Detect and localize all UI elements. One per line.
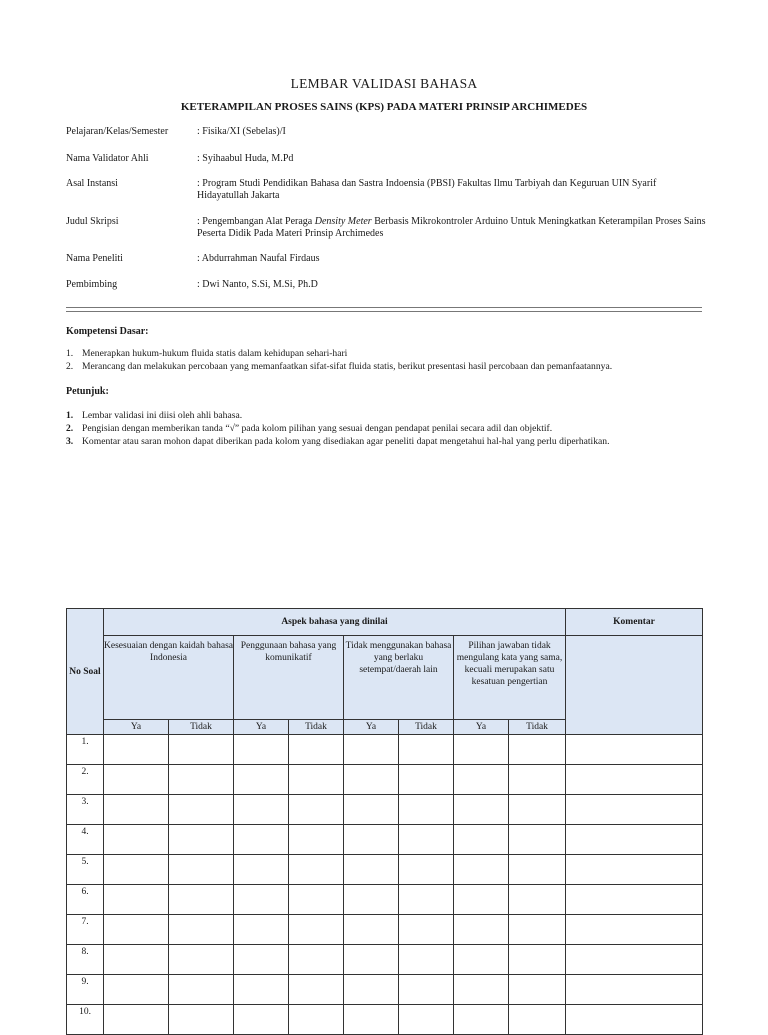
check-cell[interactable] <box>344 945 399 975</box>
row-number: 3. <box>67 795 104 825</box>
ya-header: Ya <box>454 720 509 735</box>
check-cell[interactable] <box>104 915 169 945</box>
komentar-cell[interactable] <box>566 945 703 975</box>
check-cell[interactable] <box>289 1005 344 1035</box>
table-row <box>67 945 703 975</box>
check-cell[interactable] <box>169 825 234 855</box>
table-row <box>67 825 703 855</box>
validation-table <box>66 608 703 1035</box>
check-cell[interactable] <box>399 825 454 855</box>
check-cell[interactable] <box>234 1005 289 1035</box>
kompetensi-list <box>66 347 716 373</box>
check-cell[interactable] <box>104 945 169 975</box>
info-value <box>197 216 707 240</box>
info-value: : Abdurrahman Naufal Firdaus <box>197 253 320 264</box>
check-cell[interactable] <box>169 795 234 825</box>
check-cell[interactable] <box>344 855 399 885</box>
info-value: : Fisika/XI (Sebelas)/I <box>197 126 286 137</box>
list-item <box>66 409 716 422</box>
criteria-header: Pilihan jawaban tidak mengulang kata yang sama, kecuali merupakan satu kesatuan pengertian <box>454 636 566 720</box>
no-soal-header: No Soal <box>67 609 104 735</box>
komentar-cell[interactable] <box>566 915 703 945</box>
komentar-cell[interactable] <box>566 1005 703 1035</box>
check-cell[interactable] <box>289 945 344 975</box>
document-subtitle: KETERAMPILAN PROSES SAINS (KPS) PADA MATERI PRINSIP ARCHIMEDES <box>180 101 588 113</box>
document-title: LEMBAR VALIDASI BAHASA <box>290 76 478 91</box>
criteria-header: Penggunaan bahasa yang komunikatif <box>234 636 344 720</box>
check-cell[interactable] <box>344 915 399 945</box>
check-cell[interactable] <box>399 765 454 795</box>
table-row <box>67 765 703 795</box>
item-number: 2. <box>66 423 74 434</box>
item-text: Pengisian dengan memberikan tanda “√” pada kolom pilihan yang sesuai dengan pendapat penilai secara adil dan objektif. <box>82 423 553 434</box>
check-cell[interactable] <box>169 765 234 795</box>
check-cell[interactable] <box>104 855 169 885</box>
info-value: : Dwi Nanto, S.Si, M.Si, Ph.D <box>197 279 318 290</box>
tidak-header: Tidak <box>289 720 344 735</box>
komentar-cell[interactable] <box>566 825 703 855</box>
check-cell[interactable] <box>399 915 454 945</box>
item-number: 1. <box>66 410 74 421</box>
divider-line <box>66 311 702 312</box>
check-cell[interactable] <box>454 1005 509 1035</box>
komentar-cell[interactable] <box>566 855 703 885</box>
item-text: Merancang dan melakukan percobaan yang memanfaatkan sifat-sifat fluida statis, berikut presentasi hasil percobaan dan pemanfaatannya. <box>82 361 613 372</box>
check-cell[interactable] <box>454 795 509 825</box>
tidak-header: Tidak <box>399 720 454 735</box>
check-cell[interactable] <box>509 915 566 945</box>
check-cell[interactable] <box>104 1005 169 1035</box>
kompetensi-title: Kompetensi Dasar: <box>66 326 149 337</box>
check-cell[interactable] <box>454 765 509 795</box>
check-cell[interactable] <box>509 1005 566 1035</box>
check-cell[interactable] <box>169 945 234 975</box>
check-cell[interactable] <box>169 885 234 915</box>
check-cell[interactable] <box>509 885 566 915</box>
info-value: : Program Studi Pendidikan Bahasa dan Sastra Indoensia (PBSI) Fakultas Ilmu Tarbiyah dan Keguruan UIN Syarif Hidayatullah Jakarta <box>197 178 657 201</box>
judul-italic: Density Meter <box>314 216 372 227</box>
tidak-header: Tidak <box>509 720 566 735</box>
check-cell[interactable] <box>399 795 454 825</box>
info-label: Asal Instansi <box>66 178 118 189</box>
check-cell[interactable] <box>289 855 344 885</box>
check-cell[interactable] <box>399 945 454 975</box>
komentar-header: Komentar <box>566 609 703 636</box>
check-cell[interactable] <box>234 795 289 825</box>
check-cell[interactable] <box>509 855 566 885</box>
petunjuk-list <box>66 409 716 448</box>
check-cell[interactable] <box>234 945 289 975</box>
check-cell[interactable] <box>344 885 399 915</box>
check-cell[interactable] <box>344 795 399 825</box>
info-label: Judul Skripsi <box>66 216 119 227</box>
list-item <box>66 422 716 435</box>
check-cell[interactable] <box>234 765 289 795</box>
row-number: 8. <box>67 945 104 975</box>
check-cell[interactable] <box>399 855 454 885</box>
check-cell[interactable] <box>454 825 509 855</box>
check-cell[interactable] <box>289 765 344 795</box>
table-row <box>67 885 703 915</box>
row-number: 9. <box>67 975 104 1005</box>
check-cell[interactable] <box>509 735 566 765</box>
check-cell[interactable] <box>234 975 289 1005</box>
info-label: Pembimbing <box>66 279 118 290</box>
check-cell[interactable] <box>169 915 234 945</box>
komentar-cell[interactable] <box>566 795 703 825</box>
judul-prefix: : Pengembangan Alat Peraga <box>197 216 315 227</box>
row-number: 4. <box>67 825 104 855</box>
list-item <box>66 347 716 360</box>
check-cell[interactable] <box>234 885 289 915</box>
item-number: 3. <box>66 436 74 447</box>
list-item <box>66 435 716 448</box>
check-cell[interactable] <box>169 975 234 1005</box>
check-cell[interactable] <box>234 825 289 855</box>
row-number: 2. <box>67 765 104 795</box>
table-row <box>67 855 703 885</box>
check-cell[interactable] <box>234 855 289 885</box>
komentar-cell[interactable] <box>566 765 703 795</box>
table-row <box>67 915 703 945</box>
item-text: Komentar atau saran mohon dapat diberikan pada kolom yang disediakan agar peneliti dapat mengetahui hal-hal yang perlu diperhatikan. <box>82 436 610 447</box>
row-number: 5. <box>67 855 104 885</box>
check-cell[interactable] <box>169 1005 234 1035</box>
row-number: 6. <box>67 885 104 915</box>
check-cell[interactable] <box>509 945 566 975</box>
check-cell[interactable] <box>169 855 234 885</box>
ya-header: Ya <box>234 720 289 735</box>
item-number: 2. <box>66 361 74 372</box>
check-cell[interactable] <box>104 975 169 1005</box>
criteria-header: Tidak menggunakan bahasa yang berlaku setempat/daerah lain <box>344 636 454 720</box>
komentar-subheader <box>566 636 703 735</box>
table-row <box>67 975 703 1005</box>
check-cell[interactable] <box>509 795 566 825</box>
petunjuk-title: Petunjuk: <box>66 386 109 397</box>
check-cell[interactable] <box>289 795 344 825</box>
check-cell[interactable] <box>454 945 509 975</box>
komentar-cell[interactable] <box>566 975 703 1005</box>
check-cell[interactable] <box>454 735 509 765</box>
check-cell[interactable] <box>289 825 344 855</box>
check-cell[interactable] <box>454 855 509 885</box>
tidak-header: Tidak <box>169 720 234 735</box>
criteria-header: Kesesuaian dengan kaidah bahasa Indonesia <box>104 636 234 720</box>
check-cell[interactable] <box>344 825 399 855</box>
info-label: Nama Peneliti <box>66 253 123 264</box>
check-cell[interactable] <box>104 735 169 765</box>
table-row <box>67 1005 703 1035</box>
check-cell[interactable] <box>344 765 399 795</box>
check-cell[interactable] <box>509 825 566 855</box>
check-cell[interactable] <box>289 735 344 765</box>
check-cell[interactable] <box>399 885 454 915</box>
check-cell[interactable] <box>104 825 169 855</box>
info-label: Pelajaran/Kelas/Semester <box>66 126 169 137</box>
check-cell[interactable] <box>344 735 399 765</box>
check-cell[interactable] <box>399 1005 454 1035</box>
item-text: Menerapkan hukum-hukum fluida statis dalam kehidupan sehari-hari <box>82 348 348 359</box>
table-row <box>67 735 703 765</box>
check-cell[interactable] <box>399 975 454 1005</box>
info-label: Nama Validator Ahli <box>66 153 149 164</box>
check-cell[interactable] <box>509 765 566 795</box>
check-cell[interactable] <box>289 915 344 945</box>
komentar-cell[interactable] <box>566 735 703 765</box>
check-cell[interactable] <box>104 765 169 795</box>
list-item <box>66 360 716 373</box>
info-value: : Syihaabul Huda, M.Pd <box>197 153 294 164</box>
check-cell[interactable] <box>289 885 344 915</box>
ya-header: Ya <box>104 720 169 735</box>
check-cell[interactable] <box>104 885 169 915</box>
table-body <box>67 735 703 1035</box>
table-row <box>67 795 703 825</box>
ya-header: Ya <box>344 720 399 735</box>
check-cell[interactable] <box>454 915 509 945</box>
check-cell[interactable] <box>454 975 509 1005</box>
check-cell[interactable] <box>454 885 509 915</box>
check-cell[interactable] <box>509 975 566 1005</box>
check-cell[interactable] <box>234 735 289 765</box>
check-cell[interactable] <box>104 795 169 825</box>
check-cell[interactable] <box>344 1005 399 1035</box>
row-number: 7. <box>67 915 104 945</box>
check-cell[interactable] <box>344 975 399 1005</box>
judul-suffix: Berbasis Mikrokontroler Arduino Untuk Meningkatkan Keterampilan Proses Sains Peserta Didik Pada Materi Prinsip Archimedes <box>197 216 706 239</box>
komentar-cell[interactable] <box>566 885 703 915</box>
row-number: 10. <box>67 1005 104 1035</box>
item-text: Lembar validasi ini diisi oleh ahli bahasa. <box>82 410 243 421</box>
row-number: 1. <box>67 735 104 765</box>
check-cell[interactable] <box>289 975 344 1005</box>
aspek-header: Aspek bahasa yang dinilai <box>104 609 566 636</box>
check-cell[interactable] <box>169 735 234 765</box>
item-number: 1. <box>66 348 74 359</box>
check-cell[interactable] <box>399 735 454 765</box>
divider-line <box>66 307 702 308</box>
check-cell[interactable] <box>234 915 289 945</box>
